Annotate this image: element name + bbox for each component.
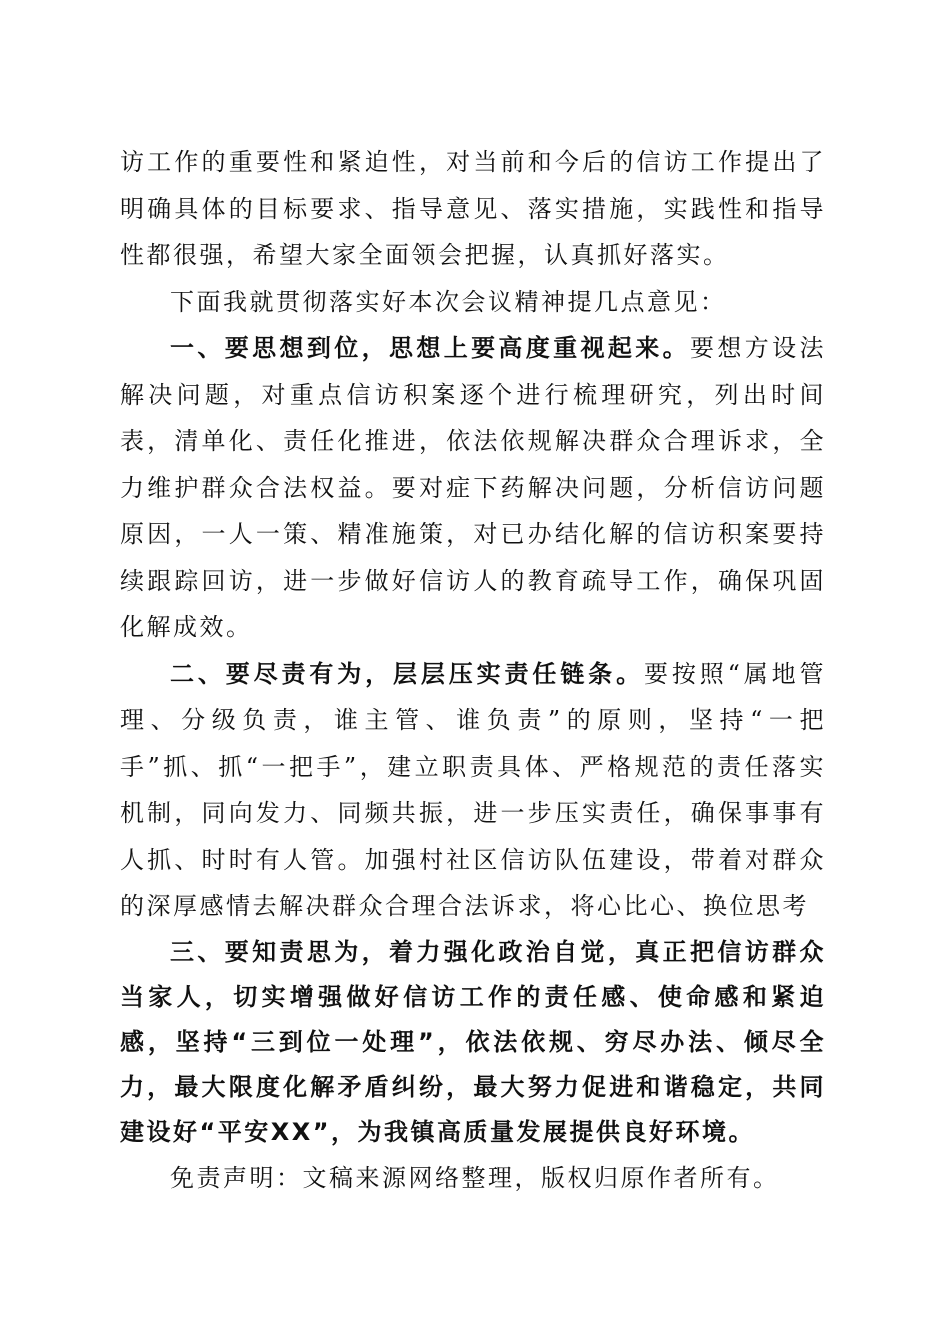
paragraph-continuation: 访工作的重要性和紧迫性，对当前和今后的信访工作提出了明确具体的目标要求、指导意见、落实措施，实践性和指导性都很强，希望大家全面领会把握，认真抓好落实。 bbox=[120, 148, 826, 269]
point-one-text: 要想方设法解决问题，对重点信访积案逐个进行梳理研究，列出时间表，清单化、责任化推进，依法依规解决群众合理诉求，全力维护群众合法权益。要对症下药解决问题，分析信访问题原因，一人一策、精准施策，对已办结化解的信访积案要持续跟踪回访，进一步做好信访人的教育疏导工作，确保巩固化解成效。 bbox=[120, 334, 827, 641]
point-two-text: 要按照“属地管理、分级负责，谁主管、谁负责”的原则，坚持“一把手”抓、抓“一把手”，建立职责具体、严格规范的责任落实机制，同向发力、同频共振，进一步压实责任，确保事事有人抓、时时有人管。加强村社区信访队伍建设，带着对群众的深厚感情去解决群众合理合法诉求，将心比心、换位思考 bbox=[120, 659, 826, 920]
point-two-heading: 二、要尽责有为，层层压实责任链条。 bbox=[170, 659, 644, 688]
paragraph-point-three: 三、要知责思为，着力强化政治自觉，真正把信访群众当家人，切实增强做好信访工作的责任感、使命感和紧迫感，坚持“三到位一处理”，依法依规、穷尽办法、倾尽全力，最大限度化解矛盾纠纷，最大努力促进和谐稳定，共同建设好“平安XX”，为我镇高质量发展提供良好环境。 bbox=[120, 937, 826, 1146]
paragraph-point-one bbox=[120, 325, 826, 651]
paragraph-point-two bbox=[120, 651, 826, 930]
point-one-heading: 一、要思想到位，思想上要高度重视起来。 bbox=[170, 334, 691, 362]
document-body bbox=[120, 139, 826, 1201]
disclaimer: 免责声明：文稿来源网络整理，版权归原作者所有。 bbox=[170, 1163, 780, 1192]
paragraph-intro: 下面我就贯彻落实好本次会议精神提几点意见： bbox=[170, 287, 727, 316]
